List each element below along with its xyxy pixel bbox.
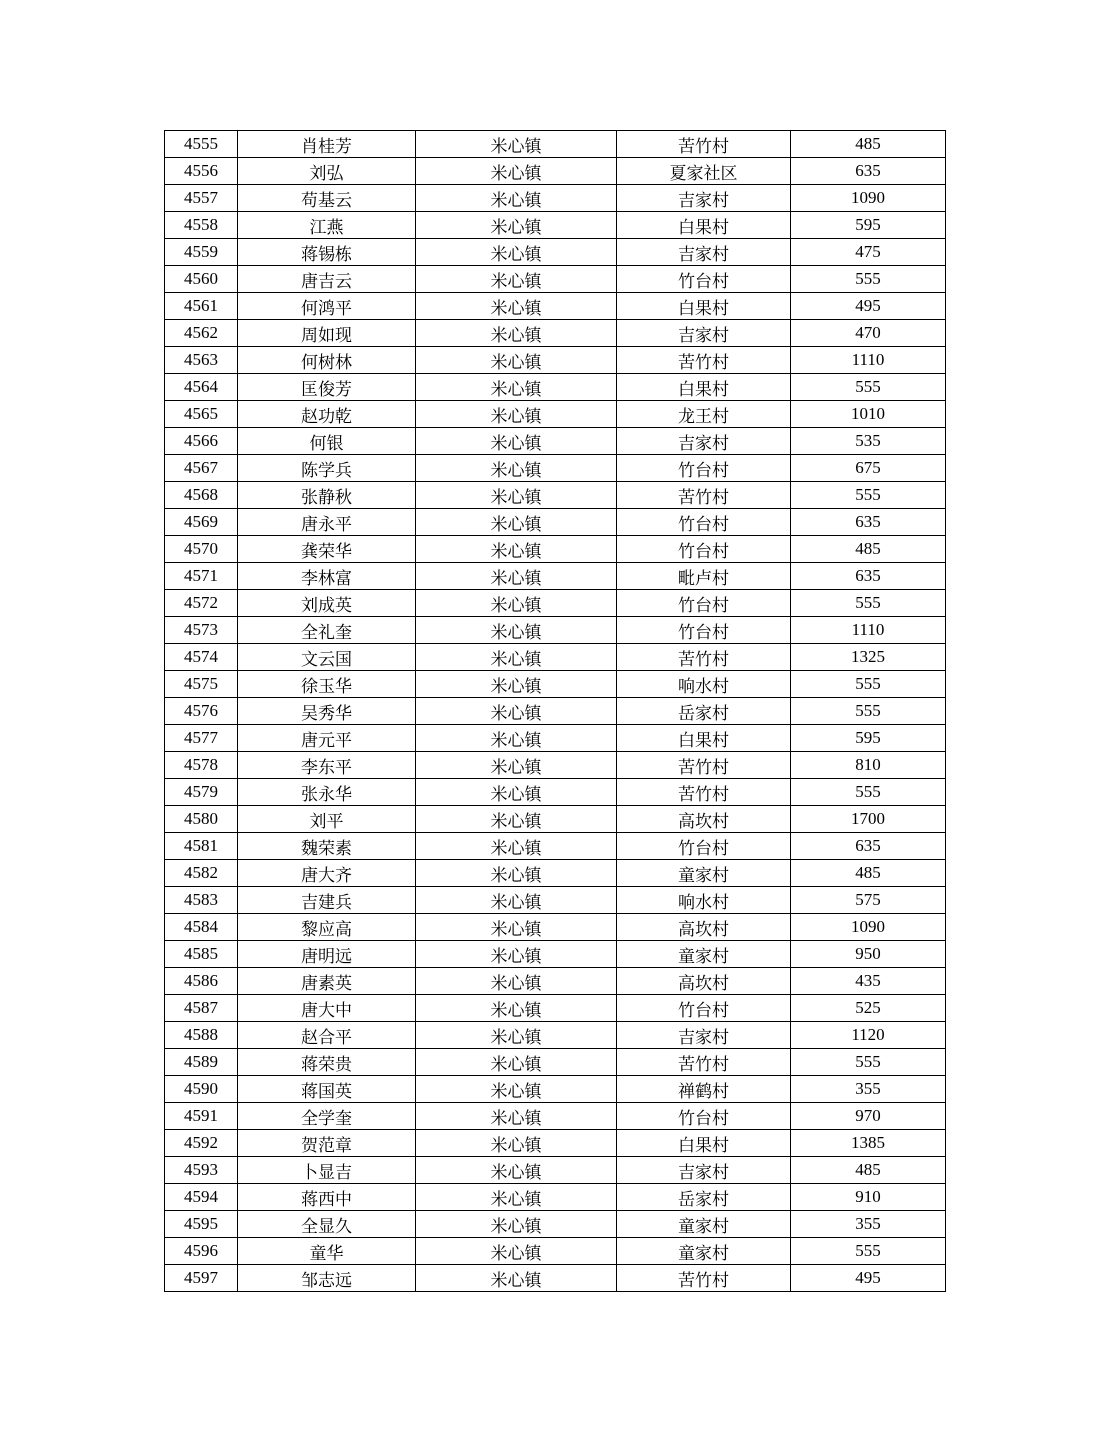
table-row	[165, 212, 946, 239]
table-cell: 555	[791, 482, 946, 509]
table-cell: 4581	[165, 833, 238, 860]
table-cell: 苦竹村	[617, 752, 791, 779]
table-row	[165, 185, 946, 212]
table-cell: 635	[791, 509, 946, 536]
table-cell: 4557	[165, 185, 238, 212]
table-row	[165, 347, 946, 374]
table-cell: 吉家村	[617, 1157, 791, 1184]
table-cell: 555	[791, 374, 946, 401]
table-cell: 1700	[791, 806, 946, 833]
table-cell: 苦竹村	[617, 131, 791, 158]
table-row	[165, 536, 946, 563]
table-cell: 4575	[165, 671, 238, 698]
table-row	[165, 1049, 946, 1076]
table-cell: 米心镇	[416, 293, 617, 320]
table-cell: 4572	[165, 590, 238, 617]
table-cell: 355	[791, 1211, 946, 1238]
table-cell: 4576	[165, 698, 238, 725]
table-cell: 米心镇	[416, 563, 617, 590]
table-cell: 米心镇	[416, 671, 617, 698]
table-row	[165, 320, 946, 347]
table-row	[165, 293, 946, 320]
table-cell: 唐永平	[238, 509, 416, 536]
table-cell: 童家村	[617, 860, 791, 887]
table-cell: 米心镇	[416, 806, 617, 833]
table-cell: 米心镇	[416, 455, 617, 482]
table-cell: 白果村	[617, 212, 791, 239]
table-cell: 米心镇	[416, 1130, 617, 1157]
table-cell: 4592	[165, 1130, 238, 1157]
table-cell: 970	[791, 1103, 946, 1130]
table-cell: 白果村	[617, 374, 791, 401]
table-cell: 高坎村	[617, 968, 791, 995]
table-cell: 4593	[165, 1157, 238, 1184]
table-cell: 555	[791, 1049, 946, 1076]
table-cell: 595	[791, 212, 946, 239]
table-cell: 4579	[165, 779, 238, 806]
table-cell: 4573	[165, 617, 238, 644]
table-cell: 4597	[165, 1265, 238, 1292]
table-cell: 米心镇	[416, 725, 617, 752]
table-cell: 810	[791, 752, 946, 779]
table-cell: 4595	[165, 1211, 238, 1238]
payment-table	[164, 130, 946, 1292]
table-cell: 白果村	[617, 1130, 791, 1157]
table-cell: 吉建兵	[238, 887, 416, 914]
table-cell: 何树林	[238, 347, 416, 374]
table-cell: 4587	[165, 995, 238, 1022]
table-cell: 米心镇	[416, 752, 617, 779]
table-cell: 禅鹤村	[617, 1076, 791, 1103]
table-cell: 竹台村	[617, 536, 791, 563]
table-cell: 周如现	[238, 320, 416, 347]
table-row	[165, 725, 946, 752]
table-row	[165, 1265, 946, 1292]
table-cell: 米心镇	[416, 1265, 617, 1292]
table-cell: 赵功乾	[238, 401, 416, 428]
table-row	[165, 914, 946, 941]
table-body	[165, 131, 946, 1292]
table-cell: 555	[791, 698, 946, 725]
table-row	[165, 1103, 946, 1130]
table-cell: 童家村	[617, 941, 791, 968]
table-cell: 485	[791, 1157, 946, 1184]
table-cell: 米心镇	[416, 482, 617, 509]
table-cell: 刘弘	[238, 158, 416, 185]
table-cell: 635	[791, 158, 946, 185]
table-cell: 1090	[791, 185, 946, 212]
table-cell: 唐大中	[238, 995, 416, 1022]
table-row	[165, 428, 946, 455]
table-cell: 竹台村	[617, 266, 791, 293]
table-cell: 435	[791, 968, 946, 995]
table-cell: 童家村	[617, 1211, 791, 1238]
table-row	[165, 1184, 946, 1211]
table-cell: 苟基云	[238, 185, 416, 212]
table-cell: 米心镇	[416, 1184, 617, 1211]
table-cell: 竹台村	[617, 833, 791, 860]
table-row	[165, 1022, 946, 1049]
table-row	[165, 941, 946, 968]
table-row	[165, 455, 946, 482]
table-cell: 米心镇	[416, 617, 617, 644]
table-cell: 米心镇	[416, 914, 617, 941]
table-cell: 米心镇	[416, 131, 617, 158]
table-cell: 米心镇	[416, 239, 617, 266]
table-cell: 米心镇	[416, 212, 617, 239]
table-row	[165, 482, 946, 509]
table-cell: 白果村	[617, 293, 791, 320]
table-cell: 4561	[165, 293, 238, 320]
table-cell: 4570	[165, 536, 238, 563]
table-cell: 米心镇	[416, 968, 617, 995]
table-cell: 495	[791, 1265, 946, 1292]
table-cell: 蒋锡栋	[238, 239, 416, 266]
table-cell: 蒋荣贵	[238, 1049, 416, 1076]
table-cell: 1110	[791, 617, 946, 644]
table-row	[165, 995, 946, 1022]
table-row	[165, 887, 946, 914]
table-cell: 4577	[165, 725, 238, 752]
table-cell: 4591	[165, 1103, 238, 1130]
table-cell: 卜显吉	[238, 1157, 416, 1184]
table-row	[165, 131, 946, 158]
table-cell: 陈学兵	[238, 455, 416, 482]
table-cell: 黎应高	[238, 914, 416, 941]
table-cell: 苦竹村	[617, 1049, 791, 1076]
table-cell: 竹台村	[617, 617, 791, 644]
table-cell: 苦竹村	[617, 779, 791, 806]
table-cell: 4580	[165, 806, 238, 833]
table-cell: 635	[791, 563, 946, 590]
table-cell: 吉家村	[617, 428, 791, 455]
table-cell: 555	[791, 779, 946, 806]
table-cell: 4594	[165, 1184, 238, 1211]
table-cell: 吉家村	[617, 239, 791, 266]
table-cell: 米心镇	[416, 1211, 617, 1238]
table-cell: 4566	[165, 428, 238, 455]
table-cell: 4578	[165, 752, 238, 779]
table-cell: 1110	[791, 347, 946, 374]
table-cell: 1120	[791, 1022, 946, 1049]
table-row	[165, 698, 946, 725]
table-cell: 苦竹村	[617, 1265, 791, 1292]
table-cell: 李东平	[238, 752, 416, 779]
table-cell: 4560	[165, 266, 238, 293]
table-cell: 苦竹村	[617, 482, 791, 509]
table-cell: 米心镇	[416, 887, 617, 914]
table-cell: 475	[791, 239, 946, 266]
table-cell: 全礼奎	[238, 617, 416, 644]
table-row	[165, 1130, 946, 1157]
table-cell: 米心镇	[416, 1022, 617, 1049]
table-cell: 4583	[165, 887, 238, 914]
table-row	[165, 1211, 946, 1238]
table-cell: 635	[791, 833, 946, 860]
table-cell: 米心镇	[416, 185, 617, 212]
table-cell: 米心镇	[416, 509, 617, 536]
table-cell: 邹志远	[238, 1265, 416, 1292]
table-cell: 4559	[165, 239, 238, 266]
table-cell: 肖桂芳	[238, 131, 416, 158]
table-cell: 米心镇	[416, 1049, 617, 1076]
table-cell: 4563	[165, 347, 238, 374]
table-row	[165, 671, 946, 698]
table-row	[165, 968, 946, 995]
table-cell: 米心镇	[416, 860, 617, 887]
table-row	[165, 158, 946, 185]
table-cell: 徐玉华	[238, 671, 416, 698]
table-cell: 高坎村	[617, 914, 791, 941]
table-cell: 4569	[165, 509, 238, 536]
table-cell: 4582	[165, 860, 238, 887]
table-row	[165, 401, 946, 428]
table-cell: 竹台村	[617, 995, 791, 1022]
table-row	[165, 617, 946, 644]
table-cell: 米心镇	[416, 1103, 617, 1130]
table-cell: 555	[791, 1238, 946, 1265]
table-cell: 4555	[165, 131, 238, 158]
table-cell: 米心镇	[416, 347, 617, 374]
table-cell: 竹台村	[617, 590, 791, 617]
table-cell: 苦竹村	[617, 347, 791, 374]
table-cell: 童家村	[617, 1238, 791, 1265]
table-cell: 4562	[165, 320, 238, 347]
table-cell: 刘成英	[238, 590, 416, 617]
table-cell: 李林富	[238, 563, 416, 590]
table-cell: 米心镇	[416, 401, 617, 428]
table-cell: 675	[791, 455, 946, 482]
table-cell: 龚荣华	[238, 536, 416, 563]
table-cell: 夏家社区	[617, 158, 791, 185]
table-cell: 米心镇	[416, 320, 617, 347]
table-row	[165, 590, 946, 617]
table-cell: 魏荣素	[238, 833, 416, 860]
table-cell: 555	[791, 671, 946, 698]
table-cell: 响水村	[617, 671, 791, 698]
table-cell: 唐明远	[238, 941, 416, 968]
table-cell: 吉家村	[617, 185, 791, 212]
table-cell: 吉家村	[617, 1022, 791, 1049]
table-cell: 童华	[238, 1238, 416, 1265]
table-cell: 4586	[165, 968, 238, 995]
table-cell: 米心镇	[416, 158, 617, 185]
table-row	[165, 374, 946, 401]
table-cell: 米心镇	[416, 833, 617, 860]
table-cell: 张永华	[238, 779, 416, 806]
table-cell: 4565	[165, 401, 238, 428]
table-cell: 唐大齐	[238, 860, 416, 887]
table-cell: 4590	[165, 1076, 238, 1103]
table-cell: 355	[791, 1076, 946, 1103]
table-cell: 全显久	[238, 1211, 416, 1238]
table-cell: 米心镇	[416, 536, 617, 563]
table-cell: 555	[791, 266, 946, 293]
table-row	[165, 860, 946, 887]
table-cell: 4574	[165, 644, 238, 671]
table-cell: 910	[791, 1184, 946, 1211]
table-cell: 吴秀华	[238, 698, 416, 725]
table-row	[165, 1076, 946, 1103]
table-cell: 高坎村	[617, 806, 791, 833]
table-cell: 苦竹村	[617, 644, 791, 671]
table-cell: 米心镇	[416, 266, 617, 293]
table-cell: 4588	[165, 1022, 238, 1049]
table-row	[165, 1238, 946, 1265]
table-cell: 赵合平	[238, 1022, 416, 1049]
table-cell: 595	[791, 725, 946, 752]
table-row	[165, 509, 946, 536]
table-cell: 1385	[791, 1130, 946, 1157]
table-cell: 全学奎	[238, 1103, 416, 1130]
table-cell: 张静秋	[238, 482, 416, 509]
table-cell: 4556	[165, 158, 238, 185]
table-cell: 白果村	[617, 725, 791, 752]
table-row	[165, 239, 946, 266]
table-cell: 岳家村	[617, 1184, 791, 1211]
table-cell: 4568	[165, 482, 238, 509]
table-cell: 竹台村	[617, 509, 791, 536]
table-cell: 470	[791, 320, 946, 347]
table-row	[165, 266, 946, 293]
table-cell: 485	[791, 860, 946, 887]
table-cell: 龙王村	[617, 401, 791, 428]
table-cell: 485	[791, 536, 946, 563]
table-cell: 唐素英	[238, 968, 416, 995]
table-cell: 响水村	[617, 887, 791, 914]
table-cell: 米心镇	[416, 698, 617, 725]
table-cell: 525	[791, 995, 946, 1022]
table-cell: 岳家村	[617, 698, 791, 725]
table-cell: 米心镇	[416, 644, 617, 671]
table-cell: 米心镇	[416, 590, 617, 617]
table-cell: 毗卢村	[617, 563, 791, 590]
table-cell: 贺范章	[238, 1130, 416, 1157]
table-cell: 1090	[791, 914, 946, 941]
table-cell: 4567	[165, 455, 238, 482]
table-cell: 唐元平	[238, 725, 416, 752]
table-cell: 米心镇	[416, 779, 617, 806]
table-cell: 蒋西中	[238, 1184, 416, 1211]
table-row	[165, 1157, 946, 1184]
table-row	[165, 833, 946, 860]
table-cell: 米心镇	[416, 374, 617, 401]
table-row	[165, 563, 946, 590]
table-cell: 刘平	[238, 806, 416, 833]
table-cell: 米心镇	[416, 1238, 617, 1265]
table-cell: 何银	[238, 428, 416, 455]
table-row	[165, 806, 946, 833]
table-cell: 匡俊芳	[238, 374, 416, 401]
table-cell: 米心镇	[416, 995, 617, 1022]
table-cell: 1325	[791, 644, 946, 671]
table-row	[165, 644, 946, 671]
table-cell: 唐吉云	[238, 266, 416, 293]
table-cell: 米心镇	[416, 428, 617, 455]
table-cell: 蒋国英	[238, 1076, 416, 1103]
table-cell: 米心镇	[416, 1157, 617, 1184]
table-cell: 4585	[165, 941, 238, 968]
table-cell: 950	[791, 941, 946, 968]
table-cell: 竹台村	[617, 455, 791, 482]
table-cell: 485	[791, 131, 946, 158]
table-cell: 535	[791, 428, 946, 455]
table-cell: 4589	[165, 1049, 238, 1076]
table-cell: 4571	[165, 563, 238, 590]
table-cell: 何鸿平	[238, 293, 416, 320]
table-cell: 江燕	[238, 212, 416, 239]
table-row	[165, 752, 946, 779]
table-cell: 4596	[165, 1238, 238, 1265]
table-cell: 米心镇	[416, 1076, 617, 1103]
table-cell: 竹台村	[617, 1103, 791, 1130]
table-cell: 1010	[791, 401, 946, 428]
table-cell: 4564	[165, 374, 238, 401]
table-row	[165, 779, 946, 806]
table-cell: 555	[791, 590, 946, 617]
table-cell: 4558	[165, 212, 238, 239]
table-cell: 吉家村	[617, 320, 791, 347]
table-cell: 文云国	[238, 644, 416, 671]
table-cell: 575	[791, 887, 946, 914]
table-cell: 4584	[165, 914, 238, 941]
table-cell: 米心镇	[416, 941, 617, 968]
table-cell: 495	[791, 293, 946, 320]
